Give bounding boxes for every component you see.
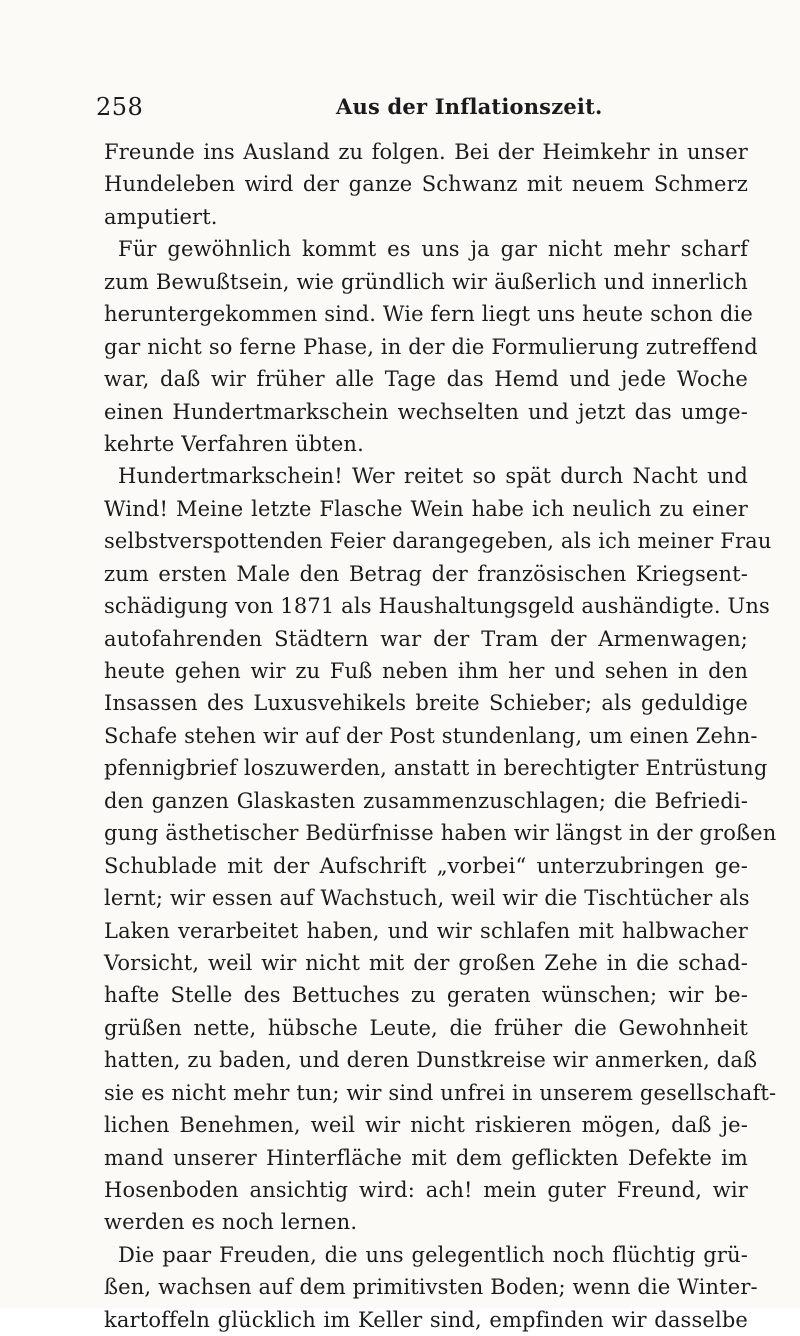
text-line: Schafe stehen wir auf der Post stundenlang, um einen Zehn- <box>104 723 758 748</box>
text-line: war, daß wir früher alle Tage das Hemd und jede Woche <box>104 367 748 392</box>
text-line: Hosenboden ansichtig wird: ach! mein guter Freund, wir <box>104 1178 748 1202</box>
text-line: gar nicht so ferne Phase, in der die Formulierung zutreffend <box>104 334 758 359</box>
text-line: einen Hundertmarkschein wechselten und jetzt das umge- <box>104 399 748 424</box>
text-line: hatten, zu baden, und deren Dunstkreise wir anmerken, daß <box>104 1048 758 1073</box>
text-line: pfennigbrief loszuwerden, anstatt in berechtigter Entrüstung <box>104 756 768 781</box>
body-text <box>104 136 777 1336</box>
text-line: kehrte Verfahren übten. <box>104 431 364 456</box>
text-line: Hundertmarkschein! Wer reitet so spät durch Nacht und <box>118 464 748 489</box>
text-line: heruntergekommen sind. Wie fern liegt uns heute schon die <box>104 302 753 327</box>
text-line: ßen, wachsen auf dem primitivsten Boden; wenn die Winter- <box>104 1275 758 1300</box>
running-head: Aus der Inflationszeit. <box>336 94 603 119</box>
text-line: zum Bewußtsein, wie gründlich wir äußerlich und innerlich <box>104 269 748 294</box>
text-line: zum ersten Male den Betrag der französischen Kriegsent- <box>104 561 748 586</box>
text-line: Hundeleben wird der ganze Schwanz mit neuem Schmerz <box>104 172 748 197</box>
text-line: Insassen des Luxusvehikels breite Schieber; als geduldige <box>104 691 748 716</box>
text-line: Schublade mit der Aufschrift „vorbei“ unterzubringen ge- <box>104 853 748 878</box>
text-line: sie es nicht mehr tun; wir sind unfrei in unserem gesellschaft- <box>104 1080 777 1105</box>
text-line: schädigung von 1871 als Haushaltungsgeld aushändigte. Uns <box>104 594 770 619</box>
text-line: Vorsicht, weil wir nicht mit der großen Zehe in die schad- <box>104 950 748 975</box>
text-line: lernt; wir essen auf Wachstuch, weil wir die Tischtücher als <box>104 886 750 911</box>
text-line: Laken verarbeitet haben, und wir schlafen mit halbwacher <box>104 918 748 943</box>
text-line: grüßen nette, hübsche Leute, die früher die Gewohnheit <box>104 1015 748 1040</box>
text-line: Für gewöhnlich kommt es uns ja gar nicht mehr scharf <box>118 237 748 262</box>
text-line: Die paar Freuden, die uns gelegentlich noch flüchtig grü- <box>118 1242 748 1267</box>
text-line: amputiert. <box>104 204 218 229</box>
text-line: selbstverspottenden Feier darangegeben, als ich meiner Frau <box>104 529 772 554</box>
text-line: den ganzen Glaskasten zusammenzuschlagen; die Befriedi- <box>104 788 748 813</box>
text-line: Freunde ins Ausland zu folgen. Bei der Heimkehr in unser <box>104 140 748 164</box>
page-header <box>96 92 748 122</box>
text-line: werden es noch lernen. <box>104 1210 358 1235</box>
text-line: Wind! Meine letzte Flasche Wein habe ich neulich zu einer <box>104 496 748 521</box>
text-line: gung ästhetischer Bedürfnisse haben wir längst in der großen <box>104 821 777 846</box>
text-line: mand unserer Hinterfläche mit dem geflickten Defekte im <box>104 1145 748 1170</box>
text-line: lichen Benehmen, weil wir nicht riskieren mögen, daß je- <box>104 1113 748 1138</box>
text-line: hafte Stelle des Bettuches zu geraten wünschen; wir be- <box>104 983 748 1008</box>
text-line: autofahrenden Städtern war der Tram der Armenwagen; <box>104 626 748 651</box>
page-number: 258 <box>96 93 144 121</box>
text-line: kartoffeln glücklich im Keller sind, empfinden wir dasselbe <box>104 1307 748 1332</box>
text-line: heute gehen wir zu Fuß neben ihm her und sehen in den <box>104 659 748 683</box>
